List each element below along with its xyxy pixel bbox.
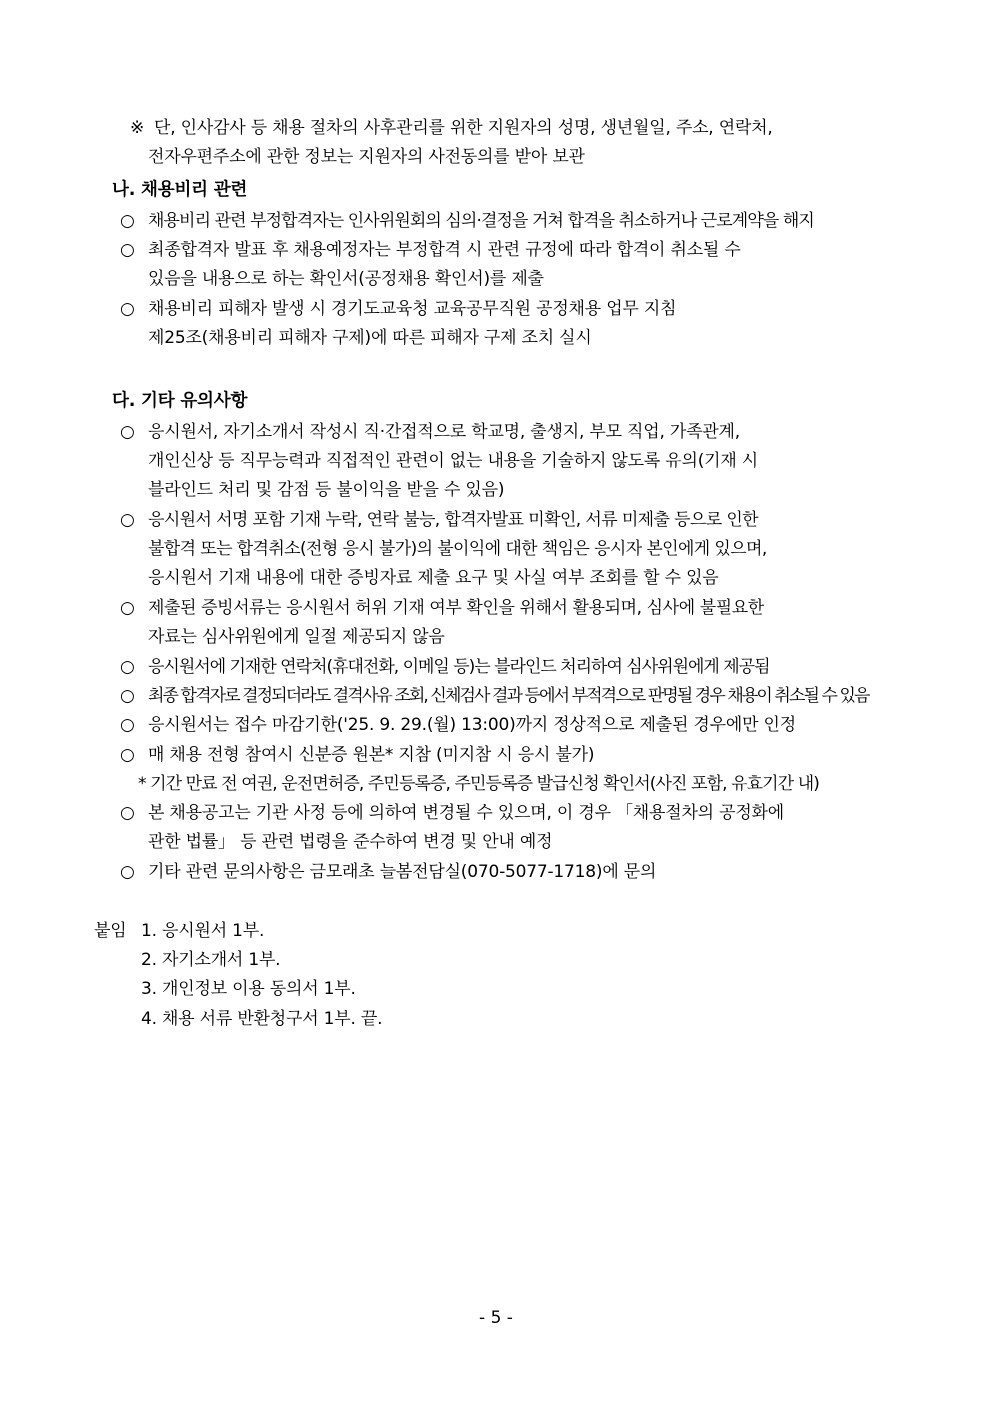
section-na-item-2-line-1: 최종합격자 발표 후 채용예정자는 부정합격 시 관련 규정에 따라 합격이 취소될 수: [148, 240, 741, 260]
section-da-item-5-line-1: 최종 합격자로 결정되더라도 결격사유 조회, 신체검사 결과 등에서 부적격으로 판명될 경우 채용이 취소될 수 있음: [148, 686, 869, 706]
section-da-item-2-line-2: 불합격 또는 합격취소(전형 응시 불가)의 불이익에 대한 책임은 응시자 본인에게 있으며,: [148, 539, 767, 559]
bullet-icon: ○: [120, 715, 135, 735]
note-line-2: 전자우편주소에 관한 정보는 지원자의 사전동의를 받아 보관: [148, 147, 585, 167]
section-da-item-2-line-1: 응시원서 서명 포함 기재 누락, 연락 불능, 합격자발표 미확인, 서류 미제출 등으로 인한: [148, 510, 759, 530]
bullet-icon: ○: [120, 598, 135, 618]
section-na-item-2-line-2: 있음을 내용으로 하는 확인서(공정채용 확인서)를 제출: [148, 269, 544, 289]
section-da-item-3-line-1: 제출된 증빙서류는 응시원서 허위 기재 여부 확인을 위해서 활용되며, 심사에 불필요한: [148, 598, 764, 618]
section-da-item-1-line-2: 개인신상 등 직무능력과 직접적인 관련이 없는 내용을 기술하지 않도록 유의(기재 시: [148, 451, 759, 471]
section-da-item-2-line-3: 응시원서 기재 내용에 대한 증빙자료 제출 요구 및 사실 여부 조회를 할 수 있음: [148, 568, 719, 588]
section-na-heading: 나. 채용비리 관련: [112, 180, 248, 200]
bullet-icon: ○: [120, 862, 135, 882]
bullet-icon: ○: [120, 686, 135, 706]
section-da-heading: 다. 기타 유의사항: [112, 391, 248, 411]
attachments-label: 붙임: [94, 921, 127, 941]
bullet-icon: ○: [120, 211, 135, 231]
section-da-item-8-line-1: 본 채용공고는 기관 사정 등에 의하여 변경될 수 있으며, 이 경우 「채용절차의 공정화에: [148, 803, 784, 823]
section-da-item-1-line-1: 응시원서, 자기소개서 작성시 직·간접적으로 학교명, 출생지, 부모 직업, 가족관계,: [148, 422, 740, 442]
attachment-item-4: 4. 채용 서류 반환청구서 1부. 끝.: [141, 1009, 383, 1029]
section-da-item-6-line-1: 응시원서는 접수 마감기한('25. 9. 29.(월) 13:00)까지 정상적으로 제출된 경우에만 인정: [148, 715, 796, 735]
footnote: * 기간 만료 전 여권, 운전면허증, 주민등록증, 주민등록증 발급신청 확인서(사진 포함, 유효기간 내): [138, 774, 819, 794]
attachment-item-1: 1. 응시원서 1부.: [141, 921, 265, 941]
bullet-icon: ○: [120, 299, 135, 319]
page-number: - 5 -: [479, 1308, 513, 1328]
section-da-item-4-line-1: 응시원서에 기재한 연락처(휴대전화, 이메일 등)는 블라인드 처리하여 심사위원에게 제공됨: [148, 657, 770, 677]
section-na-item-3-line-1: 채용비리 피해자 발생 시 경기도교육청 교육공무직원 공정채용 업무 지침: [148, 299, 677, 319]
section-da-item-9-line-1: 기타 관련 문의사항은 금모래초 늘봄전담실(070-5077-1718)에 문의: [148, 862, 657, 882]
note-line-1: 단, 인사감사 등 채용 절차의 사후관리를 위한 지원자의 성명, 생년월일, 주소, 연락처,: [154, 118, 773, 138]
attachment-item-3: 3. 개인정보 이용 동의서 1부.: [141, 979, 356, 999]
bullet-icon: ○: [120, 745, 135, 765]
bullet-icon: ○: [120, 510, 135, 530]
bullet-icon: ○: [120, 422, 135, 442]
section-da-item-3-line-2: 자료는 심사위원에게 일절 제공되지 않음: [148, 627, 445, 647]
section-da-item-8-line-2: 관한 법률」 등 관련 법령을 준수하여 변경 및 안내 예정: [148, 832, 553, 852]
attachment-item-2: 2. 자기소개서 1부.: [141, 950, 281, 970]
note-mark: ※: [130, 118, 145, 138]
section-na-item-1-line-1: 채용비리 관련 부정합격자는 인사위원회의 심의·결정을 거쳐 합격을 취소하거나 근로계약을 해지: [148, 211, 814, 231]
section-da-item-1-line-3: 블라인드 처리 및 감점 등 불이익을 받을 수 있음): [148, 480, 505, 500]
section-na-item-3-line-2: 제25조(채용비리 피해자 구제)에 따른 피해자 구제 조치 실시: [148, 328, 592, 348]
bullet-icon: ○: [120, 240, 135, 260]
section-da-item-7-line-1: 매 채용 전형 참여시 신분증 원본* 지참 (미지참 시 응시 불가): [148, 745, 595, 765]
bullet-icon: ○: [120, 657, 135, 677]
bullet-icon: ○: [120, 803, 135, 823]
